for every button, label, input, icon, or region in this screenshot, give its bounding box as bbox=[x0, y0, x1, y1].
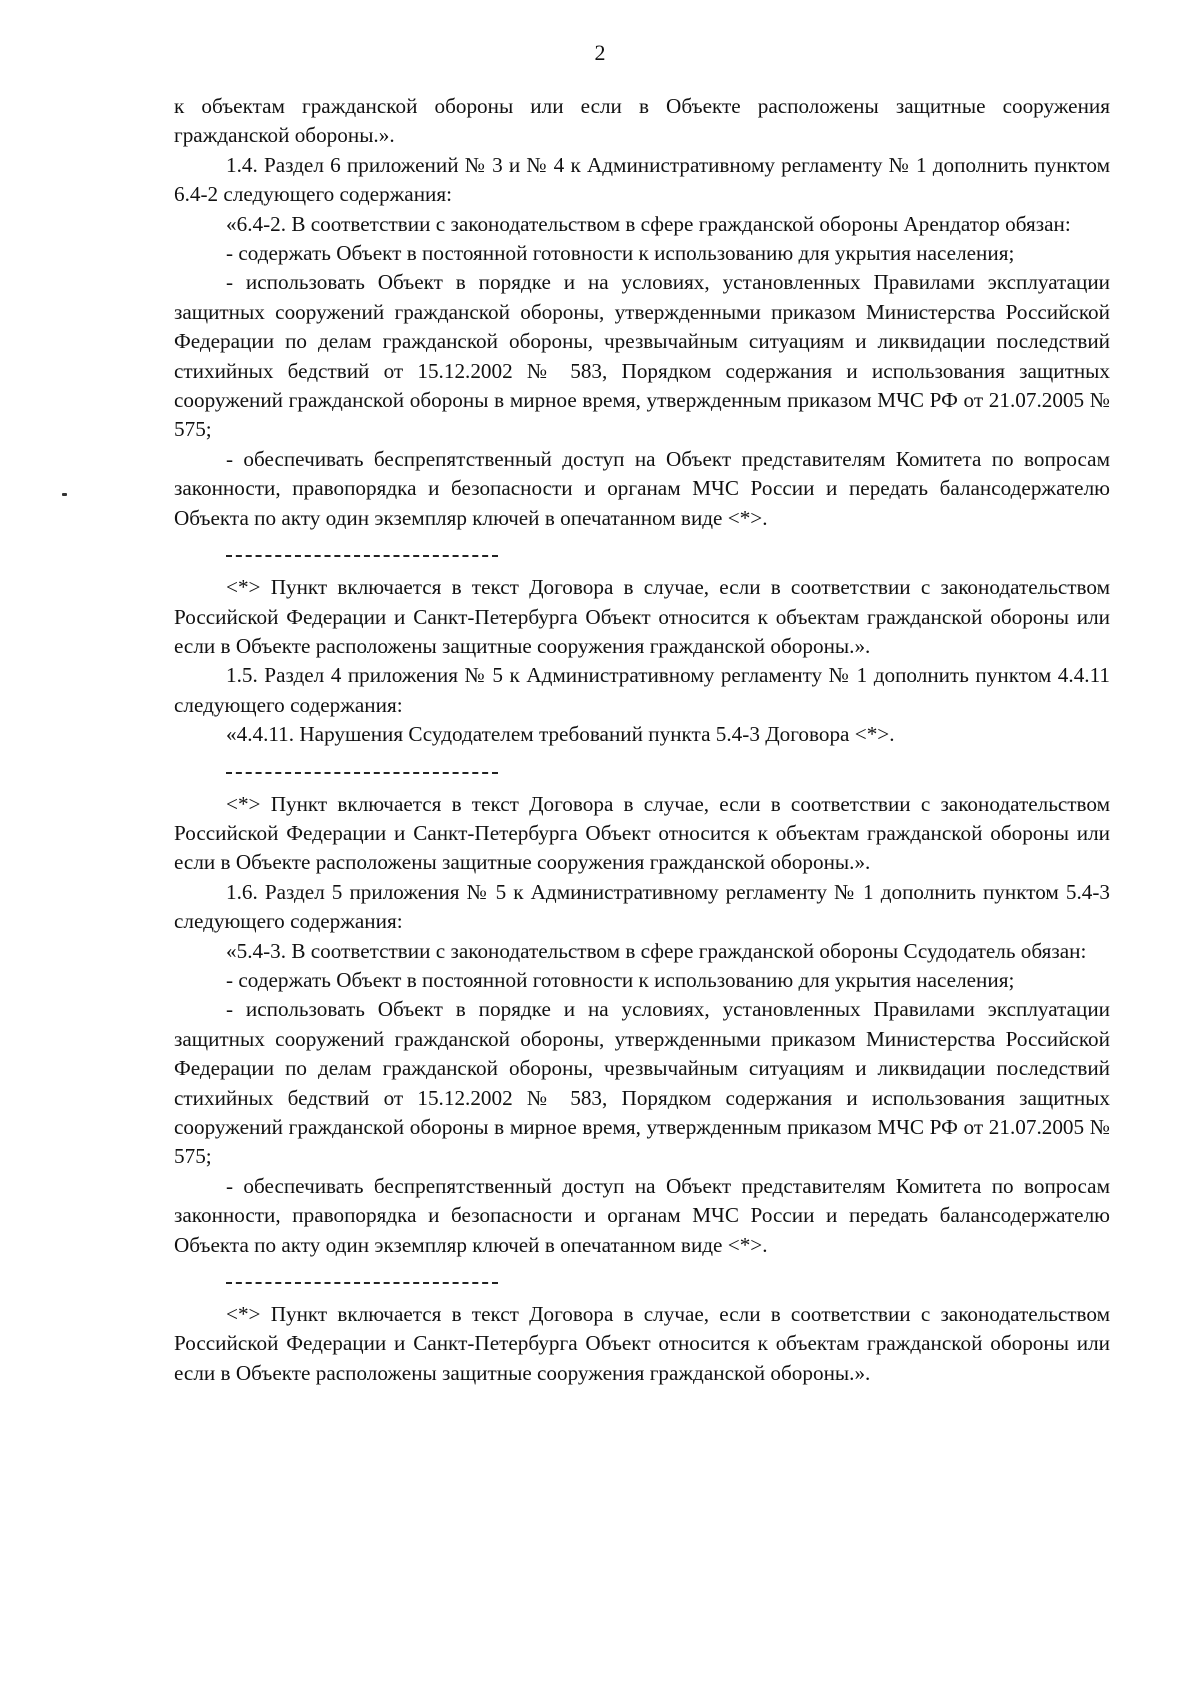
footnote-note: <*> Пункт включается в текст Договора в случае, если в соответствии с законодательством Российской Федерации и Санкт-Петербурга Объект относится к объектам гражданской обороны или если в Объекте расположены защитные сооружения гражданской обороны.». bbox=[174, 575, 1110, 658]
list-item-use-object: - использовать Объект в порядке и на условиях, установленных Правилами эксплуатации защитных сооружений гражданской обороны, утвержденными приказом Министерства Российской Федерации по делам гражданской обороны, чрезвычайным ситуациям и ликвидации последствий стихийных бедствий от 15.12.2002 № 583, Порядком содержания и использования защитных сооружений гражданской обороны в мирное время, утвержденным приказом МЧС РФ от 21.07.2005 № 575; bbox=[174, 997, 1110, 1169]
page-number: 2 bbox=[594, 40, 606, 65]
footnote-note: <*> Пункт включается в текст Договора в случае, если в соответствии с законодательством Российской Федерации и Санкт-Петербурга Объект относится к объектам гражданской обороны или если в Объекте расположены защитные сооружения гражданской обороны.». bbox=[174, 1302, 1110, 1385]
footnote-separator bbox=[226, 555, 498, 557]
list-item-maintain-object: - содержать Объект в постоянной готовности к использованию для укрытия населения; bbox=[226, 967, 1015, 992]
paragraph-clause-6-4-2: «6.4-2. В соответствии с законодательством в сфере гражданской обороны Арендатор обязан: bbox=[226, 211, 1071, 236]
footnote-note: <*> Пункт включается в текст Договора в случае, если в соответствии с законодательством Российской Федерации и Санкт-Петербурга Объект относится к объектам гражданской обороны или если в Объекте расположены защитные сооружения гражданской обороны.». bbox=[174, 791, 1110, 875]
footnote-separator bbox=[226, 1282, 498, 1284]
paragraph-continuation: к объектам гражданской обороны или если в Объекте расположены защитные сооружения гражданской обороны.». bbox=[174, 94, 1110, 148]
paragraph-item-1-4: 1.4. Раздел 6 приложений № 3 и № 4 к Административному регламенту № 1 дополнить пунктом 6.4-2 следующего содержания: bbox=[174, 152, 1110, 207]
list-item-use-object: - использовать Объект в порядке и на условиях, установленных Правилами эксплуатации защитных сооружений гражданской обороны, утвержденными приказом Министерства Российской Федерации по делам гражданской обороны, чрезвычайным ситуациям и ликвидации последствий стихийных бедствий от 15.12.2002 № 583, Порядком содержания и использования защитных сооружений гражданской обороны в мирное время, утвержденным приказом МЧС РФ от 21.07.2005 № 575; bbox=[174, 270, 1110, 442]
list-item-maintain-object: - содержать Объект в постоянной готовности к использованию для укрытия населения; bbox=[226, 241, 1015, 266]
document-body bbox=[174, 92, 1110, 1388]
list-item-provide-access: - обеспечивать беспрепятственный доступ на Объект представителям Комитета по вопросам законности, правопорядка и безопасности и органам МЧС России и передать балансодержателю Объекта по акту один экземпляр ключей в опечатанном виде <*>. bbox=[174, 446, 1110, 530]
paragraph-clause-4-4-11: «4.4.11. Нарушения Ссудодателем требований пункта 5.4-3 Договора <*>. bbox=[226, 722, 895, 747]
footnote-separator bbox=[226, 772, 498, 774]
list-item-provide-access: - обеспечивать беспрепятственный доступ на Объект представителям Комитета по вопросам законности, правопорядка и безопасности и органам МЧС России и передать балансодержателю Объекта по акту один экземпляр ключей в опечатанном виде <*>. bbox=[174, 1173, 1110, 1257]
paragraph-item-1-5: 1.5. Раздел 4 приложения № 5 к Административному регламенту № 1 дополнить пунктом 4.4.11 следующего содержания: bbox=[174, 663, 1110, 717]
paragraph-item-1-6: 1.6. Раздел 5 приложения № 5 к Административному регламенту № 1 дополнить пунктом 5.4-3 следующего содержания: bbox=[174, 879, 1110, 934]
scan-artifact-mark bbox=[62, 493, 67, 496]
paragraph-clause-5-4-3: «5.4-3. В соответствии с законодательством в сфере гражданской обороны Ссудодатель обязан: bbox=[226, 938, 1087, 963]
